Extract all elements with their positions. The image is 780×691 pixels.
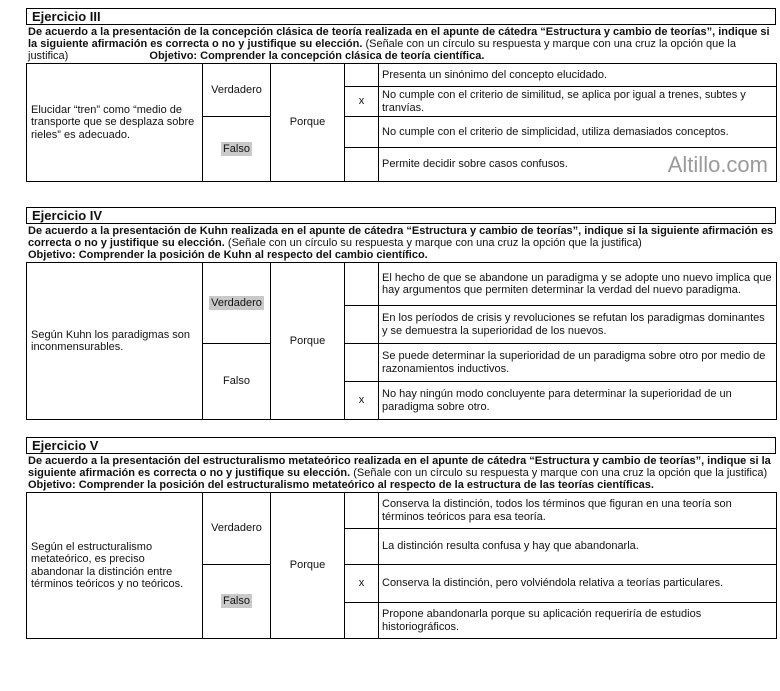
- option-verdadero[interactable]: [203, 64, 271, 117]
- mark-cell[interactable]: [345, 117, 379, 148]
- mark-cell[interactable]: x: [345, 87, 379, 117]
- justification-option: Presenta un sinónimo del concepto elucidado.: [379, 64, 777, 87]
- justification-option: Conserva la distinción, pero volviéndola relativa a teorías particulares.: [379, 565, 777, 603]
- mark-cell[interactable]: [345, 603, 379, 639]
- mark-cell[interactable]: [345, 263, 379, 306]
- ejercicio-4: [26, 207, 776, 420]
- exercise-instructions: [26, 26, 776, 62]
- exercise-instructions: [26, 225, 776, 261]
- instructions-bold: De acuerdo a la presentación de Kuhn realizada en el apunte de cátedra “Estructura y cambio de teorías”, indique si la siguiente afirmación es correcta o no y justifique su elección.: [28, 225, 774, 249]
- justification-option: Permite decidir sobre casos confusos.: [382, 158, 568, 171]
- mark-cell[interactable]: [345, 64, 379, 87]
- falso-label: Falso: [223, 595, 250, 608]
- answer-table: [26, 492, 777, 639]
- instructions-bold: De acuerdo a la presentación de la concepción clásica de teoría realizada en el apunte de cátedra “Estructura y cambio de teorías”, indique si la siguiente afirmación es correcta o no y justifique su elección.: [28, 26, 770, 50]
- option-verdadero[interactable]: [203, 493, 271, 565]
- objective: Objetivo: Comprender la concepción clásica de teoría científica.: [149, 50, 485, 62]
- statement: Según el estructuralismo metateórico, es preciso abandonar la distinción entre términos teóricos y no teóricos.: [27, 493, 203, 639]
- falso-label: Falso: [223, 375, 250, 388]
- instructions-plain: (Señale con un círculo su respuesta y marque con una cruz la opción que la justifica): [224, 237, 642, 249]
- ejercicio-5: [26, 437, 776, 639]
- justification-option: Conserva la distinción, todos los términos que figuran en una teoría son términos teóricos para esa teoría.: [379, 493, 777, 529]
- mark-cell[interactable]: [345, 344, 379, 382]
- verdadero-label: Verdadero: [211, 83, 262, 96]
- mark-cell[interactable]: [345, 306, 379, 344]
- porque-label: Porque: [271, 64, 345, 182]
- option-falso[interactable]: [203, 344, 271, 420]
- instructions-plain: (Señale con un círculo su respuesta y marque con una cruz la opción que la justifica): [28, 38, 736, 62]
- answer-table: [26, 63, 777, 182]
- objective: Objetivo: Comprender la posición del estructuralismo metateórico al respecto de la estructura de las teorías científicas.: [28, 479, 654, 491]
- falso-label: Falso: [223, 142, 250, 155]
- justification-option: El hecho de que se abandone un paradigma y se adopte uno nuevo implica que hay argumentos que permiten determinar la verdad del nuevo paradigma.: [379, 263, 777, 306]
- mark-cell[interactable]: [345, 148, 379, 182]
- watermark-logo: Altillo.com: [667, 151, 768, 177]
- ejercicio-3: [26, 8, 776, 182]
- option-verdadero[interactable]: [203, 263, 271, 344]
- justification-option: Se puede determinar la superioridad de un paradigma sobre otro por medio de razonamientos inductivos.: [379, 344, 777, 382]
- exercise-title: Ejercicio III: [26, 8, 776, 25]
- justification-option: No hay ningún modo concluyente para determinar la superioridad de un paradigma sobre otro.: [379, 382, 777, 420]
- option-falso[interactable]: [203, 565, 271, 639]
- verdadero-label: Verdadero: [211, 296, 262, 309]
- verdadero-label: Verdadero: [211, 522, 262, 535]
- mark-cell[interactable]: x: [345, 382, 379, 420]
- instructions-plain: (Señale con un círculo su respuesta y marque con una cruz la opción que la justifica): [350, 467, 768, 479]
- instructions-bold: De acuerdo a la presentación del estructuralismo metateórico realizada en el apunte de cátedra “Estructura y cambio de teorías”, indique si la siguiente afirmación es correcta o no y justifique su elección.: [28, 455, 771, 479]
- justification-option: La distinción resulta confusa y hay que abandonarla.: [379, 529, 777, 565]
- justification-option: No cumple con el criterio de similitud, se aplica por igual a trenes, subtes y tranvías.: [379, 87, 777, 117]
- porque-label: Porque: [271, 263, 345, 420]
- mark-cell[interactable]: [345, 529, 379, 565]
- justification-option: Propone abandonarla porque su aplicación requeriría de estudios historiográficos.: [379, 603, 777, 639]
- option-falso[interactable]: [203, 117, 271, 182]
- mark-cell[interactable]: x: [345, 565, 379, 603]
- exercise-title: Ejercicio V: [26, 437, 776, 454]
- justification-option: No cumple con el criterio de simplicidad, utiliza demasiados conceptos.: [379, 117, 777, 148]
- exercise-title: Ejercicio IV: [26, 207, 776, 224]
- justification-option-cell: [379, 148, 777, 182]
- answer-table: [26, 262, 777, 420]
- statement: Elucidar “tren” como “medio de transporte que se desplaza sobre rieles” es adecuado.: [27, 64, 203, 182]
- exercise-instructions: [26, 455, 776, 491]
- mark-cell[interactable]: [345, 493, 379, 529]
- porque-label: Porque: [271, 493, 345, 639]
- statement: Según Kuhn los paradigmas son inconmensurables.: [27, 263, 203, 420]
- objective: Objetivo: Comprender la posición de Kuhn al respecto del cambio científico.: [28, 249, 428, 261]
- justification-option: En los períodos de crisis y revoluciones se refutan los paradigmas dominantes y se demuestra la superioridad de los nuevos.: [379, 306, 777, 344]
